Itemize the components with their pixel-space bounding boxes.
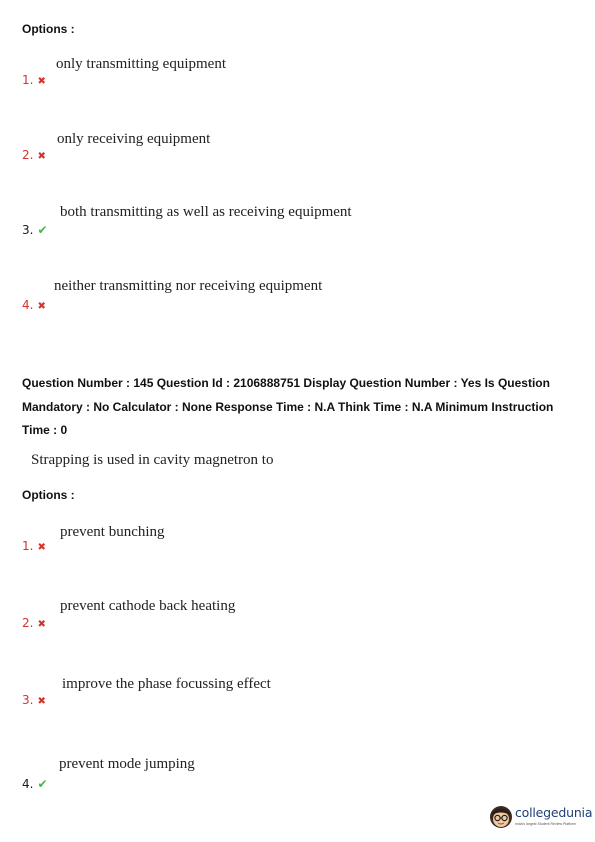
option-number: 1. [22,539,34,553]
option-number: 2. [22,616,34,630]
logo-tagline: India's largest Student Review Platform [515,822,576,826]
option-number: 3. [22,693,34,707]
wrong-mark-icon: ✖ [37,696,46,707]
options-heading: Options : [22,488,75,502]
q2-option-4-number [22,775,48,793]
q1-option-4-text: neither transmitting nor receiving equipment [54,278,323,294]
wrong-mark-icon: ✖ [37,542,46,553]
collegedunia-logo [489,804,593,832]
wrong-mark-icon: ✖ [37,76,46,87]
q1-option-2-text: only receiving equipment [57,131,211,147]
option-number: 3. [22,223,34,237]
wrong-mark-icon: ✖ [37,619,46,630]
wrong-mark-icon: ✖ [37,301,46,312]
q2-option-1-number [22,537,46,555]
q2-option-2-text: prevent cathode back heating [60,598,236,614]
options-heading: Options : [22,22,75,36]
option-number: 4. [22,777,34,791]
q2-option-4-text: prevent mode jumping [59,756,195,772]
q2-option-3-text: improve the phase focussing effect [62,676,271,692]
q2-option-2-number [22,614,46,632]
q1-option-4-number [22,296,46,314]
option-number: 4. [22,298,34,312]
q2-option-1-text: prevent bunching [60,524,165,540]
q2-option-3-number [22,691,46,709]
option-number: 2. [22,148,34,162]
question-text: Strapping is used in cavity magnetron to [31,452,274,468]
logo-name: collegedunia [515,805,593,820]
wrong-mark-icon: ✖ [37,151,46,162]
mascot-icon [489,804,513,830]
correct-check-icon: ✔ [37,777,48,791]
q1-option-3-text: both transmitting as well as receiving equipment [60,204,352,220]
q1-option-2-number [22,146,46,164]
correct-check-icon: ✔ [37,223,48,237]
question-metadata: Question Number : 145 Question Id : 2106888751 Display Question Number : Yes Is Question Mandatory : No Calculator : None Response Time : N.A Think Time : N.A Minimum Instruction Time : 0 [22,376,554,437]
q1-option-3-number [22,221,48,239]
option-number: 1. [22,73,34,87]
q1-option-1-text: only transmitting equipment [56,56,226,72]
q1-option-1-number [22,71,46,89]
